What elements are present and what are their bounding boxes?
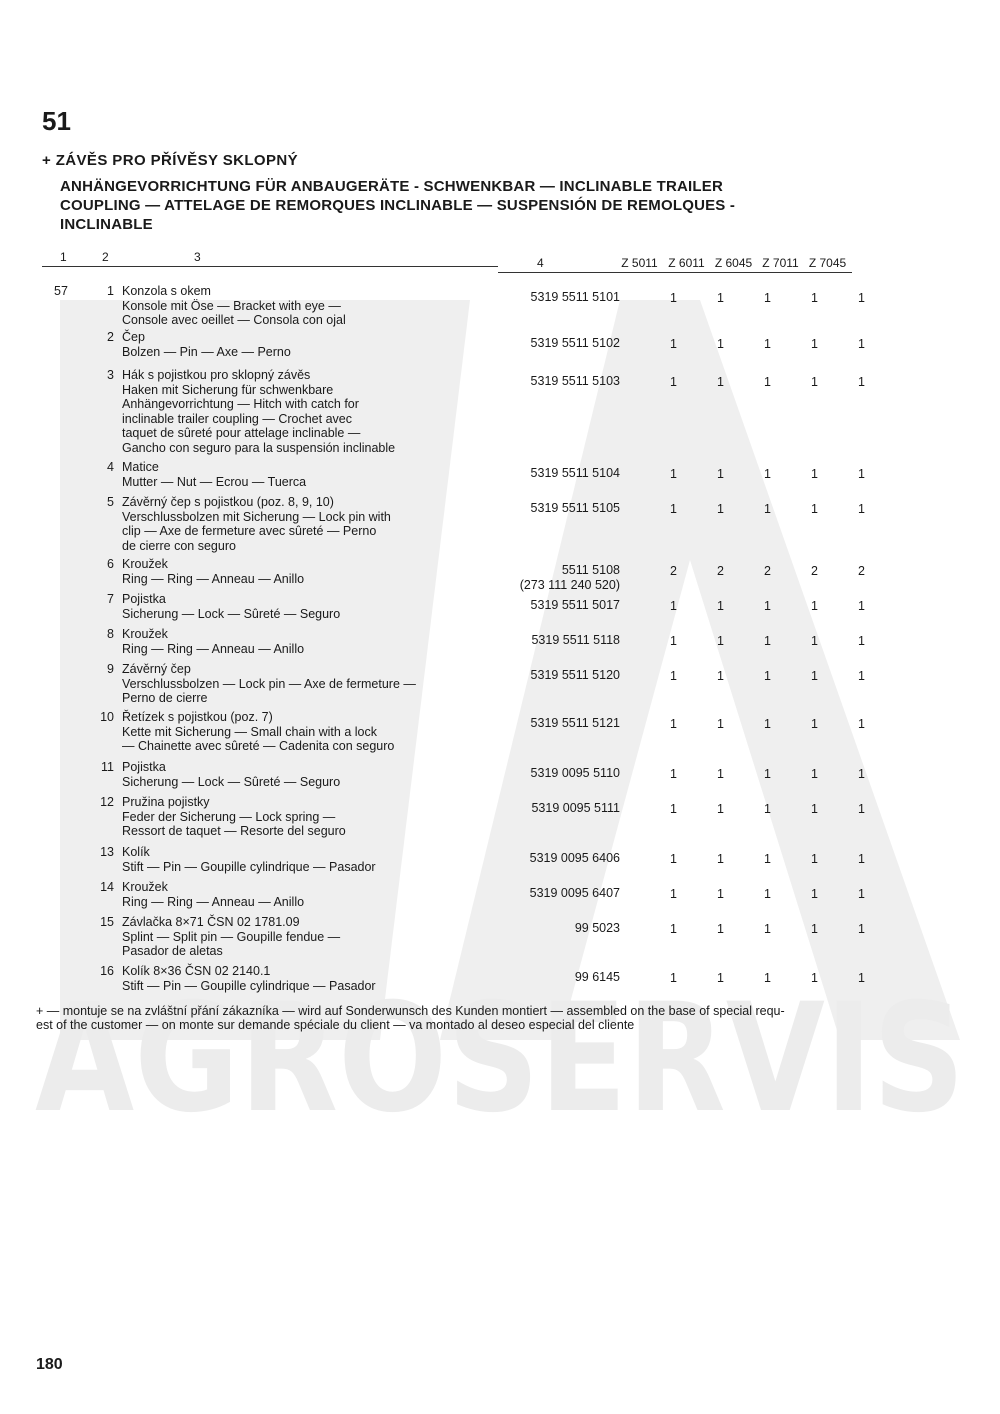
footnote <box>36 1004 856 1032</box>
description-line: inclinable trailer coupling — Crochet avec <box>122 411 352 426</box>
item-number: 14 <box>100 880 114 894</box>
description-line: Gancho con seguro para la suspensión inclinable <box>122 440 396 455</box>
part-description <box>122 627 440 656</box>
quantity-cell: 1 <box>670 634 677 648</box>
quantity-cell: 1 <box>858 767 865 781</box>
part-description <box>122 662 440 706</box>
description-line: Console avec oeillet — Consola con ojal <box>122 313 346 327</box>
quantity-cell: 2 <box>670 564 677 578</box>
section-number: 51 <box>42 106 71 136</box>
quantity-cell: 1 <box>858 922 865 936</box>
quantity-cell: 1 <box>764 467 771 481</box>
quantity-cell: 1 <box>858 852 865 866</box>
description-line: Feder der Sicherung — Lock spring — <box>122 809 336 824</box>
quantities <box>650 795 886 817</box>
part-number-line: 5319 5511 5120 <box>530 668 620 682</box>
part-number-line: 5319 0095 6406 <box>529 851 620 865</box>
quantity-cell: 1 <box>670 669 677 683</box>
quantity-cell: 1 <box>811 669 818 683</box>
part-description <box>122 460 440 489</box>
header-model: Z 6011 <box>668 256 705 270</box>
quantity-cell: 1 <box>670 599 677 613</box>
quantities <box>650 284 886 306</box>
footnote-line: est of the customer — on monte sur demande spéciale du client — va montado al deseo especial del cliente <box>36 1018 635 1032</box>
quantities <box>650 710 886 732</box>
header-col-4: 4 <box>537 256 544 270</box>
quantity-cell: 1 <box>717 802 724 816</box>
item-number: 9 <box>107 662 114 676</box>
description-line: Konzola s okem <box>122 284 211 298</box>
header-divider <box>42 266 498 267</box>
description-line: Závlačka 8×71 ČSN 02 1781.09 <box>122 915 300 929</box>
quantities <box>650 368 886 390</box>
part-number-line: 5319 5511 5105 <box>530 501 620 515</box>
quantity-cell: 1 <box>670 767 677 781</box>
description-line: Pasador de aletas <box>122 944 223 958</box>
quantities <box>650 592 886 614</box>
quantity-cell: 1 <box>764 634 771 648</box>
description-line: Sicherung — Lock — Sûreté — Seguro <box>122 606 341 621</box>
header-models <box>616 256 852 270</box>
title-line: ANHÄNGEVORRICHTUNG FÜR ANBAUGERÄTE - SCHWENKBAR — INCLINABLE TRAILER <box>60 178 724 195</box>
quantity-cell: 1 <box>670 375 677 389</box>
table-row <box>42 964 886 993</box>
quantity-cell: 2 <box>764 564 771 578</box>
quantity-cell: 1 <box>858 337 865 351</box>
item-number: 6 <box>107 557 114 571</box>
footnote-line: + — montuje se na zvláštní přání zákazníka — wird auf Sonderwunsch des Kunden montiert — assembled on the base of special requ- <box>36 1004 785 1018</box>
item-number: 2 <box>107 330 114 344</box>
part-number <box>440 710 620 731</box>
table-row <box>42 710 886 754</box>
description-line: Perno de cierre <box>122 691 208 705</box>
part-description <box>122 330 440 359</box>
part-number <box>440 495 620 516</box>
header-col-1: 1 <box>60 250 67 264</box>
part-number <box>440 284 620 305</box>
quantity-cell: 1 <box>717 337 724 351</box>
header-model: Z 6045 <box>714 256 753 270</box>
table-row <box>42 795 886 839</box>
part-description <box>122 495 440 553</box>
page-number: 180 <box>36 1356 63 1373</box>
description-line: Ring — Ring — Anneau — Anillo <box>122 571 305 586</box>
quantity-cell: 1 <box>811 467 818 481</box>
quantity-cell: 2 <box>858 564 865 578</box>
description-line: Kolík 8×36 ČSN 02 2140.1 <box>122 964 271 978</box>
part-number-line: 5511 5108 <box>561 563 620 577</box>
part-description <box>122 880 440 909</box>
quantity-cell: 2 <box>717 564 724 578</box>
quantity-cell: 1 <box>764 669 771 683</box>
quantities <box>650 845 886 867</box>
item-number: 8 <box>107 627 114 641</box>
quantity-cell: 1 <box>670 887 677 901</box>
part-number <box>440 795 620 816</box>
table-row <box>42 368 886 455</box>
part-number-line: 5319 0095 6407 <box>529 886 620 900</box>
part-number <box>440 368 620 389</box>
group-number: 57 <box>54 284 68 298</box>
title-line: INCLINABLE <box>60 216 153 233</box>
watermark-text: AGROSERVIS <box>35 972 965 1146</box>
quantity-cell: 1 <box>858 669 865 683</box>
part-number <box>440 592 620 613</box>
quantity-cell: 1 <box>717 291 724 305</box>
quantity-cell: 1 <box>811 802 818 816</box>
quantities <box>650 662 886 684</box>
item-number: 15 <box>100 915 114 929</box>
quantity-cell: 1 <box>670 852 677 866</box>
item-number: 7 <box>107 592 114 606</box>
quantity-cell: 1 <box>811 291 818 305</box>
quantities <box>650 495 886 517</box>
part-description <box>122 760 440 789</box>
quantity-cell: 1 <box>858 467 865 481</box>
quantity-cell: 1 <box>858 502 865 516</box>
title-czech: + ZÁVĚS PRO PŘÍVĚSY SKLOPNÝ <box>42 152 299 169</box>
quantity-cell: 1 <box>717 599 724 613</box>
quantity-cell: 1 <box>858 971 865 985</box>
description-line: Pojistka <box>122 760 166 774</box>
item-number: 5 <box>107 495 114 509</box>
part-number <box>440 330 620 351</box>
quantity-cell: 1 <box>764 802 771 816</box>
quantity-cell: 1 <box>670 467 677 481</box>
table-row <box>42 592 886 621</box>
quantity-cell: 1 <box>717 971 724 985</box>
quantity-cell: 1 <box>811 767 818 781</box>
quantity-cell: 1 <box>717 922 724 936</box>
part-description <box>122 368 440 455</box>
description-line: Ring — Ring — Anneau — Anillo <box>122 641 305 656</box>
table-row <box>42 915 886 959</box>
description-line: Kroužek <box>122 557 168 571</box>
description-line: Ring — Ring — Anneau — Anillo <box>122 894 305 909</box>
item-number: 16 <box>100 964 114 978</box>
quantity-cell: 1 <box>717 717 724 731</box>
quantity-cell: 2 <box>811 564 818 578</box>
description-line: Sicherung — Lock — Sûreté — Seguro <box>122 774 341 789</box>
item-number: 12 <box>100 795 114 809</box>
quantity-cell: 1 <box>811 502 818 516</box>
table-header <box>42 248 852 272</box>
quantities <box>650 880 886 902</box>
quantity-cell: 1 <box>811 717 818 731</box>
quantity-cell: 1 <box>717 887 724 901</box>
quantity-cell: 1 <box>670 971 677 985</box>
description-line: Kolík <box>122 845 150 859</box>
description-line: de cierre con seguro <box>122 538 236 553</box>
table-row <box>42 330 886 359</box>
quantity-cell: 1 <box>858 802 865 816</box>
description-line: Verschlussbolzen — Lock pin — Axe de fermeture — <box>122 676 416 691</box>
quantity-cell: 1 <box>858 887 865 901</box>
part-number <box>440 460 620 481</box>
header-model: Z 7045 <box>808 256 847 270</box>
item-number: 4 <box>107 460 114 474</box>
quantity-cell: 1 <box>811 634 818 648</box>
description-line: Hák s pojistkou pro sklopný závěs <box>122 368 311 382</box>
description-line: Mutter — Nut — Ecrou — Tuerca <box>122 474 307 489</box>
description-line: Verschlussbolzen mit Sicherung — Lock pin with <box>122 509 391 524</box>
description-line: Matice <box>122 460 159 474</box>
part-description <box>122 795 440 839</box>
item-number: 1 <box>107 284 114 298</box>
part-number-line: 5319 5511 5118 <box>531 633 620 647</box>
quantity-cell: 1 <box>764 922 771 936</box>
quantity-cell: 1 <box>811 971 818 985</box>
quantity-cell: 1 <box>670 717 677 731</box>
header-col-3: 3 <box>194 250 201 264</box>
quantity-cell: 1 <box>717 634 724 648</box>
part-number <box>440 760 620 781</box>
quantity-cell: 1 <box>670 337 677 351</box>
quantity-cell: 1 <box>811 852 818 866</box>
quantity-cell: 1 <box>764 887 771 901</box>
part-number-line: 5319 0095 5110 <box>530 766 620 780</box>
part-number-line: 5319 5511 5103 <box>530 374 620 388</box>
table-row <box>42 662 886 706</box>
quantities <box>650 760 886 782</box>
quantities <box>650 330 886 352</box>
description-line: Řetízek s pojistkou (poz. 7) <box>122 710 273 724</box>
description-line: Haken mit Sicherung für schwenkbare <box>122 382 334 397</box>
quantities <box>650 460 886 482</box>
part-number <box>440 557 620 592</box>
part-number-line: 5319 0095 5111 <box>531 801 620 815</box>
quantity-cell: 1 <box>764 599 771 613</box>
part-number <box>440 627 620 648</box>
quantity-cell: 1 <box>764 375 771 389</box>
item-number: 10 <box>100 710 114 724</box>
description-line: Anhängevorrichtung — Hitch with catch for <box>122 397 359 411</box>
table-row <box>42 284 886 328</box>
header-col-2: 2 <box>102 250 109 264</box>
table-row <box>42 627 886 656</box>
part-number <box>440 964 620 985</box>
quantities <box>650 915 886 937</box>
quantity-cell: 1 <box>811 337 818 351</box>
table-row <box>42 845 886 874</box>
quantity-cell: 1 <box>717 767 724 781</box>
description-line: clip — Axe de fermeture avec sûreté — Perno <box>122 524 377 538</box>
quantity-cell: 1 <box>764 717 771 731</box>
table-row <box>42 460 886 489</box>
part-number-line: 5319 5511 5104 <box>530 466 620 480</box>
quantity-cell: 1 <box>811 375 818 389</box>
description-line: Ressort de taquet — Resorte del seguro <box>122 824 346 838</box>
part-description <box>122 845 440 874</box>
description-line: Kroužek <box>122 627 168 641</box>
item-number: 13 <box>100 845 114 859</box>
quantity-cell: 1 <box>811 922 818 936</box>
part-number <box>440 662 620 683</box>
description-line: Čep <box>122 330 145 344</box>
table-row <box>42 880 886 909</box>
part-number-line: (273 111 240 520) <box>519 577 620 592</box>
header-model: Z 7011 <box>762 256 799 270</box>
title-line: COUPLING — ATTELAGE DE REMORQUES INCLINABLE — SUSPENSIÓN DE REMOLQUES - <box>60 197 736 214</box>
item-number: 3 <box>107 368 114 382</box>
part-number-line: 5319 5511 5101 <box>530 290 620 304</box>
quantity-cell: 1 <box>717 669 724 683</box>
part-description <box>122 592 440 621</box>
quantity-cell: 1 <box>858 291 865 305</box>
part-number <box>440 845 620 866</box>
quantity-cell: 1 <box>858 634 865 648</box>
description-line: Pojistka <box>122 592 166 606</box>
quantity-cell: 1 <box>670 502 677 516</box>
part-number-line: 5319 5511 5121 <box>530 716 620 730</box>
quantity-cell: 1 <box>858 599 865 613</box>
part-number-line: 5319 5511 5017 <box>530 598 620 612</box>
quantity-cell: 1 <box>811 887 818 901</box>
description-line: Kette mit Sicherung — Small chain with a lock <box>122 724 377 739</box>
quantity-cell: 1 <box>764 971 771 985</box>
part-number-line: 5319 5511 5102 <box>530 336 620 350</box>
quantity-cell: 1 <box>764 767 771 781</box>
part-number <box>440 880 620 901</box>
description-line: Stift — Pin — Goupille cylindrique — Pasador <box>122 859 376 874</box>
part-description <box>122 915 440 959</box>
description-line: taquet de sûreté pour attelage inclinable — <box>122 426 361 440</box>
part-description <box>122 964 440 993</box>
description-line: Pružina pojistky <box>122 795 210 809</box>
quantity-cell: 1 <box>717 467 724 481</box>
quantity-cell: 1 <box>858 375 865 389</box>
quantity-cell: 1 <box>717 502 724 516</box>
quantity-cell: 1 <box>764 291 771 305</box>
quantity-cell: 1 <box>764 337 771 351</box>
quantities <box>650 557 886 579</box>
quantity-cell: 1 <box>811 599 818 613</box>
header-model: Z 5011 <box>621 256 658 270</box>
quantity-cell: 1 <box>670 291 677 305</box>
quantity-cell: 1 <box>717 375 724 389</box>
description-line: Závěrný čep <box>122 662 191 676</box>
table-row <box>42 495 886 553</box>
quantities <box>650 964 886 986</box>
description-line: Závěrný čep s pojistkou (poz. 8, 9, 10) <box>122 495 334 509</box>
description-line: Stift — Pin — Goupille cylindrique — Pasador <box>122 978 376 993</box>
part-description <box>122 710 440 754</box>
quantity-cell: 1 <box>858 717 865 731</box>
description-line: — Chainette avec sûreté — Cadenita con seguro <box>122 739 395 753</box>
table-row <box>42 557 886 592</box>
description-line: Konsole mit Öse — Bracket with eye — <box>122 298 341 313</box>
part-description <box>122 284 440 328</box>
quantity-cell: 1 <box>717 852 724 866</box>
page-title <box>42 152 842 234</box>
part-number <box>440 915 620 936</box>
title-multilingual <box>42 177 842 234</box>
quantity-cell: 1 <box>764 852 771 866</box>
table-row <box>42 760 886 789</box>
part-number-line: 99 6145 <box>574 970 620 984</box>
quantity-cell: 1 <box>670 802 677 816</box>
quantities <box>650 627 886 649</box>
header-divider <box>498 272 852 273</box>
quantity-cell: 1 <box>764 502 771 516</box>
description-line: Bolzen — Pin — Axe — Perno <box>122 344 291 359</box>
part-number-line: 99 5023 <box>574 921 620 935</box>
item-number: 11 <box>101 760 114 774</box>
description-line: Kroužek <box>122 880 168 894</box>
part-description <box>122 557 440 586</box>
description-line: Splint — Split pin — Goupille fendue — <box>122 929 341 944</box>
quantity-cell: 1 <box>670 922 677 936</box>
